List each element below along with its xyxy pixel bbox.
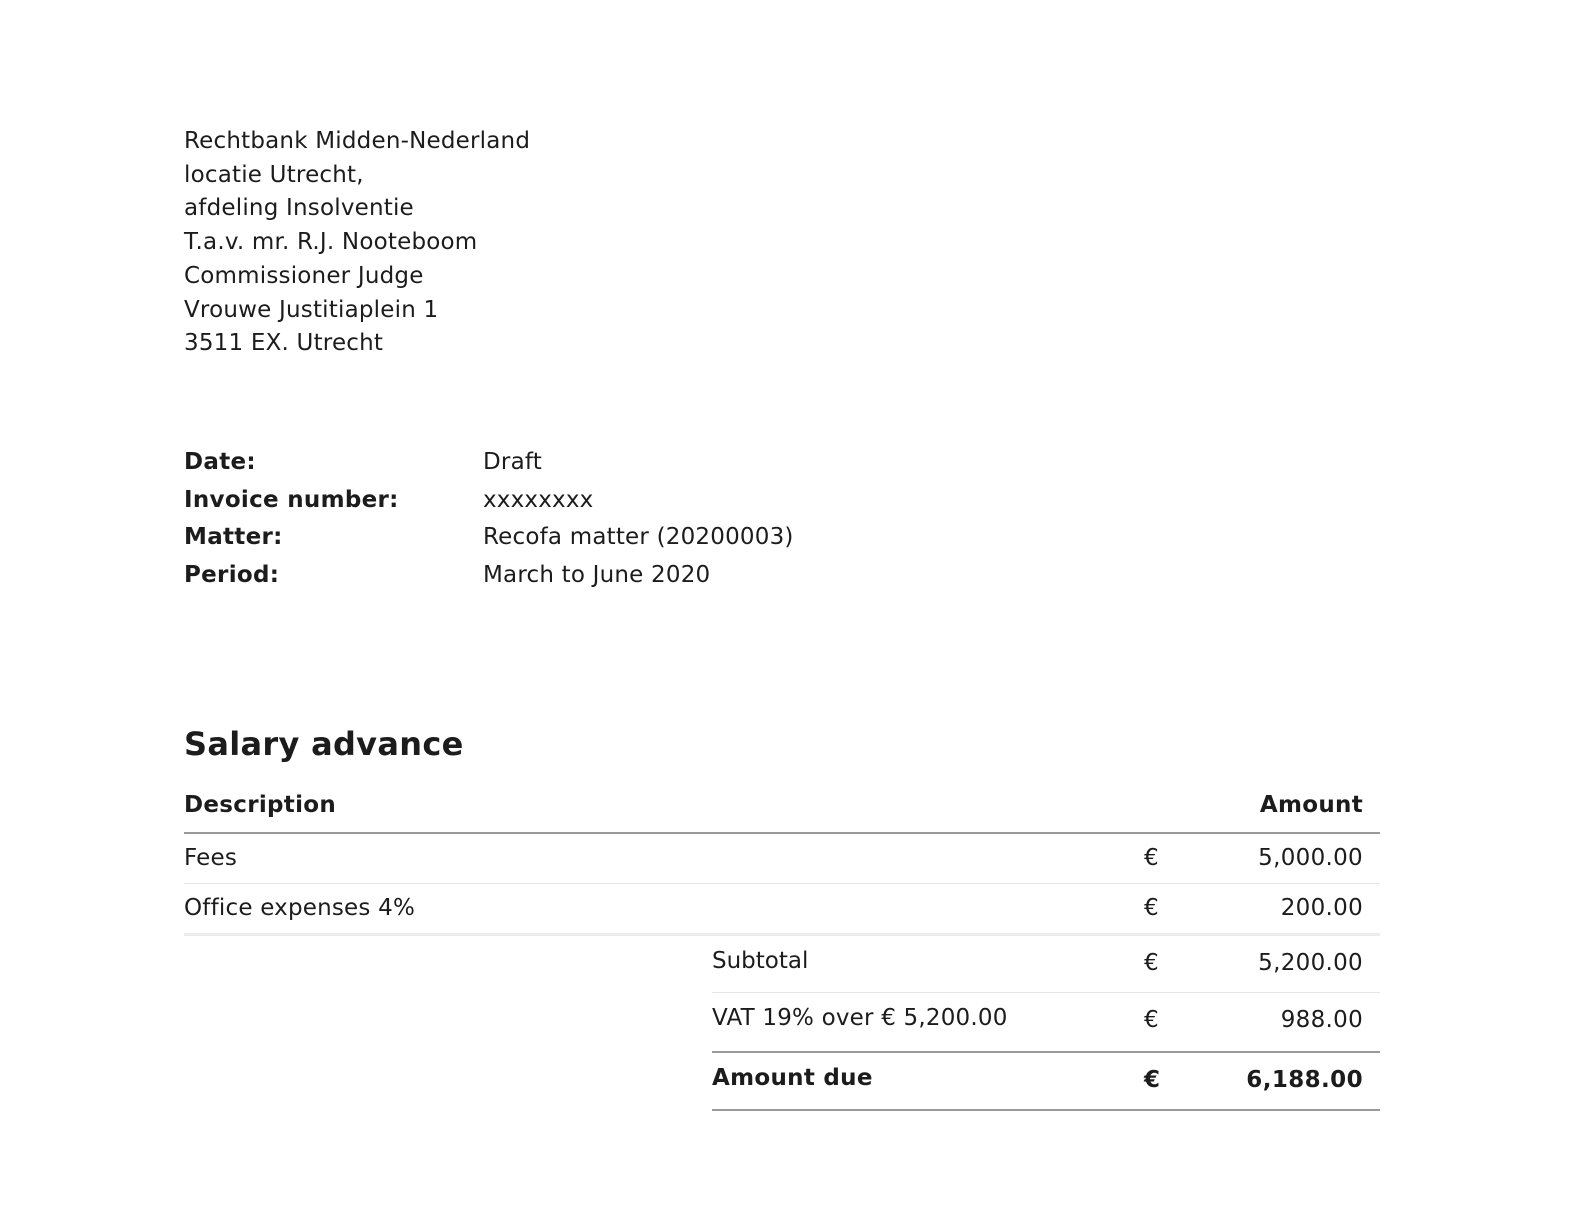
address-line: afdeling Insolventie: [184, 195, 414, 222]
amount-due-label: Amount due: [712, 1065, 873, 1091]
vat-row: [712, 993, 1380, 1053]
meta-label: Date:: [184, 449, 256, 475]
vat-amount: 988.00: [1280, 1007, 1363, 1033]
table-row: [184, 884, 1380, 936]
address-line: 3511 EX. Utrecht: [184, 330, 384, 357]
item-description: Fees: [184, 845, 238, 871]
meta-label: Matter:: [184, 524, 283, 551]
meta-value: Recofa matter (20200003): [483, 524, 794, 551]
amount-due-row: [712, 1053, 1380, 1111]
recipient-address: [184, 125, 530, 361]
currency-symbol: €: [1144, 950, 1159, 976]
currency-symbol: €: [1144, 1007, 1159, 1033]
meta-value: Draft: [483, 449, 542, 475]
subtotal-label: Subtotal: [712, 948, 809, 974]
subtotal-row: [712, 936, 1380, 993]
meta-value: xxxxxxxx: [483, 486, 594, 513]
amount-due-value: 6,188.00: [1246, 1067, 1363, 1093]
meta-value: March to June 2020: [483, 561, 711, 588]
description-header: Description: [184, 792, 337, 818]
address-line: Rechtbank Midden-Nederland: [184, 128, 531, 154]
table-row: [184, 834, 1380, 884]
invoice-table: [184, 785, 1380, 1111]
table-header: [184, 785, 1380, 834]
subtotal-amount: 5,200.00: [1258, 950, 1363, 976]
currency-symbol: €: [1144, 895, 1159, 921]
address-line: Commissioner Judge: [184, 262, 424, 289]
meta-label: Period:: [184, 561, 280, 588]
address-line: Vrouwe Justitiaplein 1: [184, 296, 439, 323]
item-description: Office expenses 4%: [184, 895, 415, 921]
item-amount: 5,000.00: [1258, 845, 1363, 871]
section-title: Salary advance: [184, 725, 464, 763]
amount-header: Amount: [1259, 792, 1363, 818]
currency-symbol: €: [1144, 845, 1159, 871]
currency-symbol: €: [1144, 1067, 1161, 1093]
meta-label: Invoice number:: [184, 486, 399, 513]
address-line: locatie Utrecht,: [184, 161, 364, 188]
address-line: T.a.v. mr. R.J. Nooteboom: [184, 229, 478, 256]
vat-label: VAT 19% over € 5,200.00: [712, 1005, 1008, 1031]
item-amount: 200.00: [1280, 895, 1363, 921]
